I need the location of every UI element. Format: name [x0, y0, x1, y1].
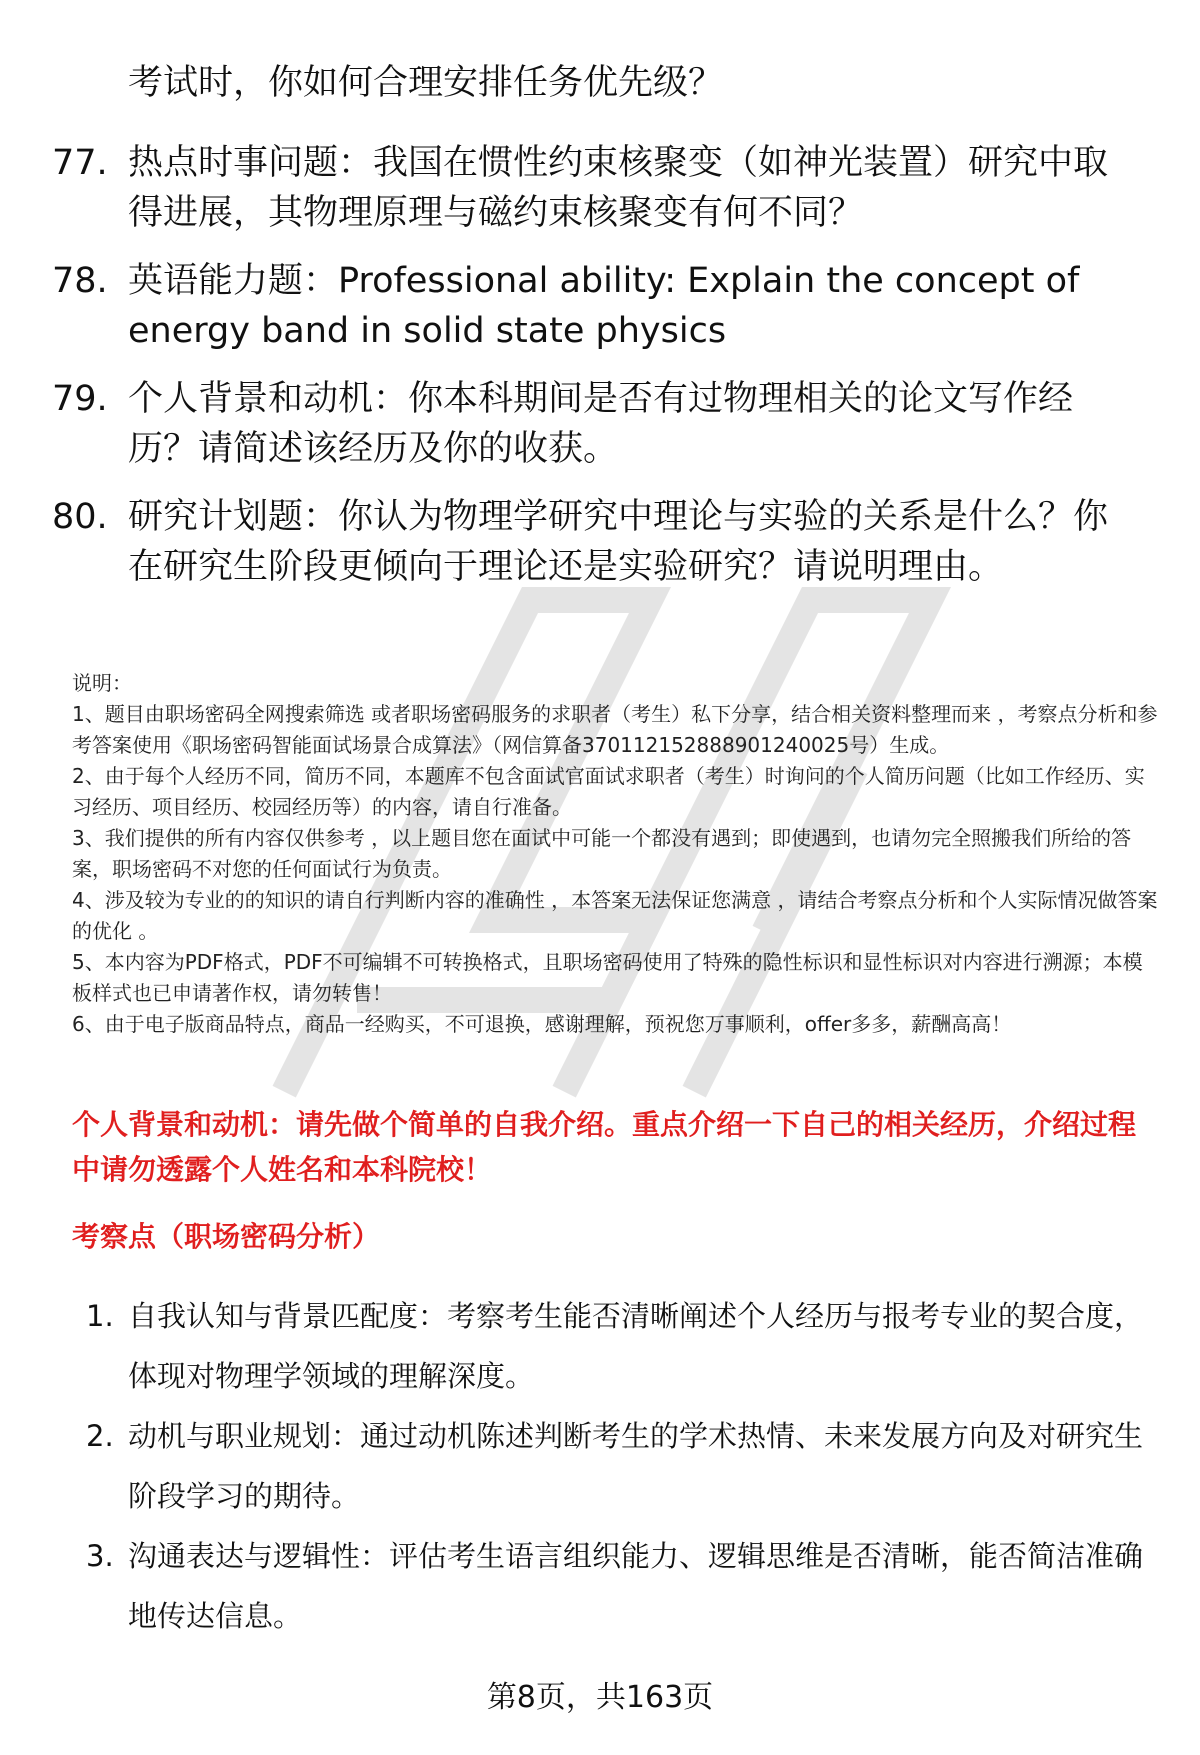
question-item — [0, 138, 1200, 238]
analysis-point — [0, 1286, 1200, 1406]
analysis-point — [0, 1526, 1200, 1646]
question-number: 80. — [52, 497, 108, 537]
question-item — [0, 492, 1200, 592]
point-text: 动机与职业规划：通过动机陈述判断考生的学术热情、未来发展方向及对研究生阶段学习的期待。 — [128, 1419, 1144, 1513]
disclaimer-notes — [72, 668, 1162, 1040]
question-text: 热点时事问题：我国在惯性约束核聚变（如神光装置）研究中取得进展，其物理原理与磁约束核聚变有何不同？ — [128, 143, 1109, 233]
question-text: 研究计划题：你认为物理学研究中理论与实验的关系是什么？你在研究生阶段更倾向于理论还是实验研究？请说明理由。 — [128, 497, 1109, 587]
point-number: 3. — [86, 1539, 114, 1573]
question-item — [0, 256, 1200, 356]
note-item: 5、本内容为PDF格式，PDF不可编辑不可转换格式，且职场密码使用了特殊的隐性标识和显性标识对内容进行溯源；本模板样式也已申请著作权，请勿转售！ — [72, 950, 1143, 1005]
note-item: 1、题目由职场密码全网搜索筛选 或者职场密码服务的求职者（考生）私下分享，结合相关资料整理而来 ，考察点分析和参考答案使用《职场密码智能面试场景合成算法》（网信算备370112152888901240025号）生成。 — [72, 702, 1158, 757]
point-number: 2. — [86, 1419, 114, 1453]
point-text: 自我认知与背景匹配度：考察考生能否清晰阐述个人经历与报考专业的契合度，体现对物理学领域的理解深度。 — [128, 1299, 1144, 1393]
note-item: 3、我们提供的所有内容仅供参考 ，以上题目您在面试中可能一个都没有遇到；即使遇到，也请勿完全照搬我们所给的答案，职场密码不对您的任何面试行为负责。 — [72, 826, 1132, 881]
question-number: 77. — [52, 143, 108, 183]
note-item: 6、由于电子版商品特点，商品一经购买，不可退换，感谢理解，预祝您万事顺利，offer多多，薪酬高高！ — [72, 1012, 1012, 1036]
question-continuation: 考试时，你如何合理安排任务优先级？ — [128, 63, 724, 103]
question-text: 个人背景和动机：你本科期间是否有过物理相关的论文写作经历？请简述该经历及你的收获。 — [128, 379, 1074, 469]
notes-title: 说明： — [72, 671, 132, 695]
question-number: 79. — [52, 379, 108, 419]
highlight-question: 个人背景和动机：请先做个简单的自我介绍。重点介绍一下自己的相关经历，介绍过程中请勿透露个人姓名和本科院校！ — [72, 1108, 1137, 1186]
analysis-points — [0, 1286, 1200, 1646]
note-item: 4、涉及较为专业的的知识的请自行判断内容的准确性 ，本答案无法保证您满意 ，请结合考察点分析和个人实际情况做答案的优化 。 — [72, 888, 1158, 943]
note-item: 2、由于每个人经历不同，简历不同，本题库不包含面试官面试求职者（考生）时询问的个人简历问题（比如工作经历、实习经历、项目经历、校园经历等）的内容，请自行准备。 — [72, 764, 1145, 819]
analysis-heading: 考察点（职场密码分析） — [72, 1220, 381, 1253]
question-list — [0, 138, 1200, 610]
point-text: 沟通表达与逻辑性：评估考生语言组织能力、逻辑思维是否清晰，能否简洁准确地传达信息。 — [128, 1539, 1144, 1633]
question-item — [0, 374, 1200, 474]
point-number: 1. — [86, 1299, 114, 1333]
question-text: 英语能力题：Professional ability: Explain the concept of energy band in solid state physics — [128, 261, 1080, 351]
page-footer: 第8页，共163页 — [486, 1680, 714, 1715]
analysis-point — [0, 1406, 1200, 1526]
question-number: 78. — [52, 261, 108, 301]
